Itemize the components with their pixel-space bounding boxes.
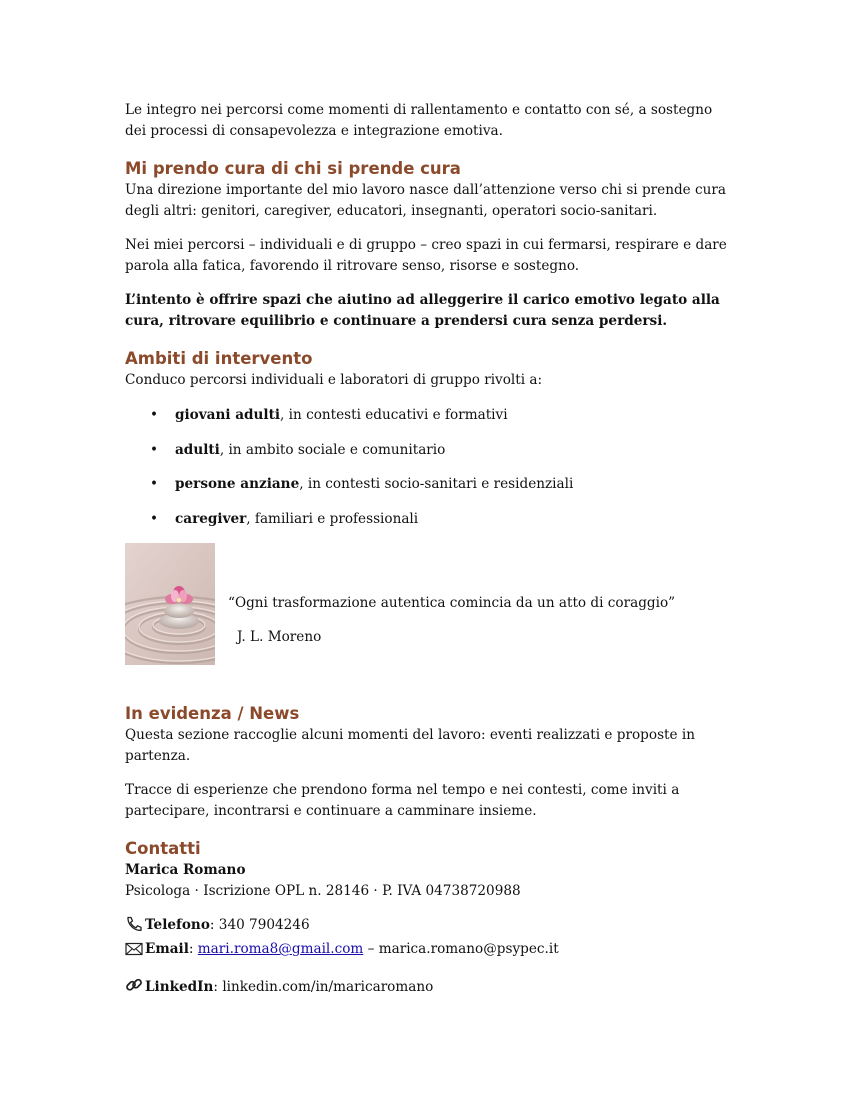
contact-info: Psicologa · Iscrizione OPL n. 28146 · P. IVA 04738720988 [125,883,521,899]
bullet-icon: • [150,476,159,492]
quote-text: “Ogni trasformazione autentica comincia da un atto di coraggio” [228,595,676,611]
list-item-bold: adulti [175,441,220,458]
list-item-text: , in contesti educativi e formativi [280,407,508,423]
care-intent-text: L’intento è offrire spazi che aiutino ad alleggerire il carico emotivo legato alla cura, ritrovare equilibrio e continuare a prendersi cura senza perdersi. [125,292,720,329]
linkedin-url: : linkedin.com/in/maricaromano [213,979,434,995]
zen-stone-orchid-image [125,543,215,665]
list-item [125,440,735,461]
care-paragraph-1: Una direzione importante del mio lavoro nasce dall’attenzione verso chi si prende cura degli altri: genitori, caregiver, educatori, insegnanti, operatori socio-sanitari. [125,182,726,219]
linkedin-line [125,976,735,1001]
phone-number: : 340 7904246 [209,917,310,933]
news-paragraph-2: Tracce di esperienze che prendono forma nel tempo e nei contesti, come inviti a partecipare, incontrarsi e continuare a camminare insieme. [125,782,680,819]
contact-name [125,860,735,881]
email-separator: : [188,941,198,957]
email-link-primary[interactable]: mari.roma8@gmail.com [197,941,364,957]
news-paragraph-1: Questa sezione raccoglie alcuni momenti del lavoro: eventi realizzati e proposte in partenza. [125,727,695,764]
list-item [125,405,735,426]
list-item [125,509,735,530]
ambiti-list [125,405,735,530]
list-item-text: , familiari e professionali [246,510,419,527]
contact-name-text: Marica Romano [125,862,246,878]
quote-author: J. L. Moreno [237,629,322,645]
list-item [125,474,735,495]
phone-icon [125,916,145,939]
bullet-icon: • [150,441,159,458]
email-line [125,939,735,963]
care-paragraph-2: Nei miei percorsi – individuali e di gruppo – creo spazi in cui fermarsi, respirare e dare parola alla fatica, favorendo il ritrovare senso, risorse e sostegno. [125,237,727,274]
email-label: Email [145,941,189,957]
quote-block [125,543,735,665]
link-icon [125,976,145,1001]
care-paragraph-3 [125,290,735,332]
phone-line [125,915,735,939]
ambiti-intro: Conduco percorsi individuali e laboratori di gruppo rivolti a: [125,372,543,388]
contacts-heading: Contatti [125,839,201,858]
care-heading: Mi prendo cura di chi si prende cura [125,159,461,178]
news-heading: In evidenza / News [125,704,300,723]
list-item-text: , in ambito sociale e comunitario [219,441,446,458]
bullet-icon: • [150,510,159,527]
phone-label: Telefono [145,917,210,933]
document-page [125,100,735,1001]
ambiti-heading: Ambiti di intervento [125,349,313,368]
list-item-text: , in contesti socio-sanitari e residenziali [299,476,574,492]
linkedin-label: LinkedIn [145,979,214,995]
email-secondary: – marica.romano@psypec.it [363,941,559,957]
list-item-bold: caregiver [175,510,247,527]
list-item-bold: giovani adulti [175,407,281,423]
intro-paragraph: Le integro nei percorsi come momenti di rallentamento e contatto con sé, a sostegno dei processi di consapevolezza e integrazione emotiva. [125,102,713,139]
list-item-bold: persone anziane [175,476,300,492]
envelope-icon [125,942,145,963]
bullet-icon: • [150,407,159,423]
